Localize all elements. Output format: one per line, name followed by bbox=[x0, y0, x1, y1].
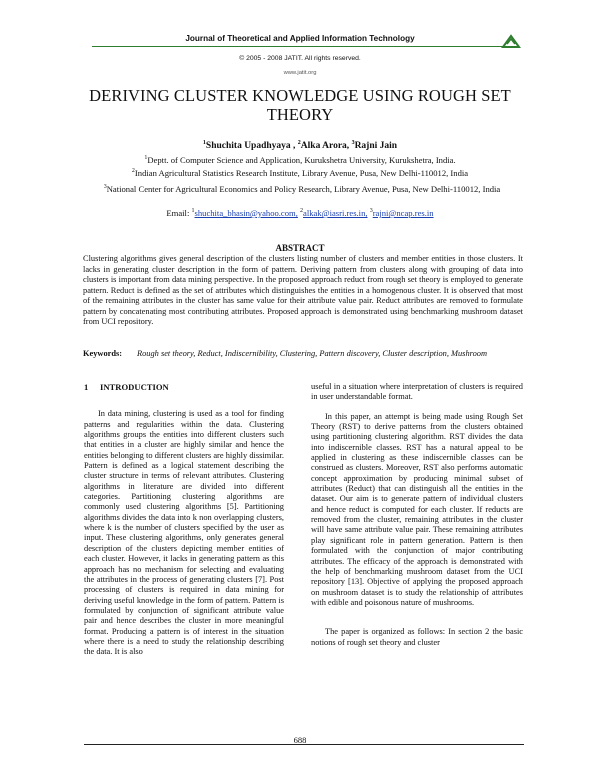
affiliation-1 bbox=[60, 155, 540, 165]
section-number: 1 bbox=[84, 382, 89, 392]
email-row bbox=[0, 208, 600, 218]
abstract-text: Clustering algorithms gives general description of the clusters listing number of clusters and member entities in those clusters. It lacks in generating cluster description in the form of pattern. Deriving pattern from clusters along with grouping of data into clusters is important from data mining perspective. In the proposed approach reduct from rough set theory is employed to generate pattern. Reduct is defined as the set of attributes which distinguishes the entities in a homogenous cluster. It is observed that most of the remaining attributes in the cluster has same value for their attribute value pair. Reduct attributes are removed to formulate pattern by concatenating most contributing attributes. Proposed approach is demonstrated using benchmarking mushroom dataset from UCI repository. bbox=[83, 254, 523, 326]
title-line-2: THEORY bbox=[266, 105, 334, 124]
keywords-label: Keywords: bbox=[83, 349, 123, 358]
affiliation-text: Indian Agricultural Statistics Research Institute, Library Avenue, Pusa, New Delhi-110012, India bbox=[134, 168, 469, 178]
author-name: Alka Arora, bbox=[300, 141, 350, 151]
author-sup: 2 bbox=[297, 139, 301, 146]
email-link-1[interactable]: shuchita_bhasin@yahoo.com, bbox=[194, 208, 298, 218]
abstract-heading: ABSTRACT bbox=[275, 243, 325, 253]
email-sup: 1 bbox=[191, 208, 195, 215]
footer-rule bbox=[84, 744, 524, 745]
keywords-text: Rough set theory, Reduct, Indiscernibility, Clustering, Pattern discovery, Cluster description, Mushroom bbox=[137, 349, 488, 358]
paper-title bbox=[60, 86, 540, 124]
journal-name: Journal of Theoretical and Applied Information Technology bbox=[185, 34, 415, 43]
intro-paragraph-2: In this paper, an attempt is being made using Rough Set Theory (RST) to derive patterns from the clusters obtained using partitioning clustering algorithm. RST divides the data into indiscernible classes. RST has a natural appeal to be applied in clustering as these indiscernible classes can be construed as clusters. Moreover, RST also performs automatic concept approximation by producing minimal subset of attributes (Reduct) that can distinguish all the entities in the dataset. Our aim is to generate pattern of individual clusters and hence reduct is computed for each cluster. If reducts are removed from the cluster, remaining attributes in the cluster will have same attribute value pair. These remaining attributes play significant role in pattern generation. Pattern is then formulated with the conjunction of major contributing attributes. The efficacy of the approach is demonstrated with the help of benchmarking mushroom dataset from the UCI repository [13]. Objective of applying the proposed approach on mushroom dataset is to study the relationship of attributes with edible and poisonous nature of mushrooms. bbox=[311, 411, 523, 607]
email-sup: 3 bbox=[369, 208, 373, 215]
author-sup: 3 bbox=[351, 139, 355, 146]
affiliation-text: Deptt. of Computer Science and Application, Kurukshetra University, Kurukshetra, India. bbox=[147, 155, 456, 165]
title-line-1: DERIVING CLUSTER KNOWLEDGE USING ROUGH SET bbox=[89, 86, 511, 105]
email-sup: 2 bbox=[300, 208, 304, 215]
section-heading bbox=[84, 382, 284, 392]
page-number: 688 bbox=[293, 735, 307, 745]
affiliation-3 bbox=[96, 184, 508, 194]
affiliation-sup: 2 bbox=[131, 168, 135, 175]
affiliation-sup: 3 bbox=[103, 184, 107, 191]
jatit-logo-icon bbox=[501, 33, 521, 51]
author-list bbox=[0, 141, 600, 151]
header-rule bbox=[92, 46, 512, 47]
intro-paragraph-1: In data mining, clustering is used as a tool for finding patterns and regularities within the data. Clustering algorithms groups the entities into different clusters such that entities in a cluster are highly similar and hence the entities belonging to different clusters are highly dissimilar. Pattern is defined as a logical statement describing the cluster structure in terms of relevant attributes. Clustering algorithms in literature are divided into different categories. Partitioning clustering algorithms are commonly used clustering algorithms [5]. Partitioning algorithms divides the data into k non overlapping clusters, where k is the number of clusters specified by the user as input. These clustering algorithms, only generates general description of the clusters depicting member entities of each cluster. However, it lacks in generating pattern as this approach has no mechanism for selecting and evaluating the attributes in the process of generating clusters [7]. Post processing of clusters is required in data mining for deriving useful knowledge in the form of pattern. Pattern is formulated by conjunction of significant attribute value pair and hence describes the cluster in more meaningful format. Producing a pattern is of interest in the situation where there is a need to study the relationship describing the data. It is also bbox=[84, 409, 284, 657]
section-title: INTRODUCTION bbox=[100, 382, 169, 392]
affiliation-2 bbox=[60, 168, 540, 178]
email-link-2[interactable]: alkak@iasri.res.in, bbox=[303, 208, 368, 218]
author-name: Shuchita Upadhyaya , bbox=[205, 141, 296, 151]
keywords bbox=[83, 349, 523, 360]
left-column bbox=[84, 382, 284, 658]
email-link-3[interactable]: rajni@ncap.res.in bbox=[372, 208, 434, 218]
intro-paragraph-continued: useful in a situation where interpretation of clusters is required in user understandable format. bbox=[311, 382, 523, 402]
journal-url[interactable]: www.jatit.org bbox=[283, 70, 317, 76]
author-name: Rajni Jain bbox=[354, 141, 398, 151]
copyright-line: © 2005 - 2008 JATIT. All rights reserved. bbox=[239, 55, 361, 62]
right-column bbox=[311, 382, 523, 648]
affiliation-sup: 1 bbox=[144, 155, 148, 162]
affiliation-text: National Center for Agricultural Economics and Policy Research, Library Avenue, Pusa, New Delhi-110012, India bbox=[106, 184, 501, 194]
email-label: Email: bbox=[166, 208, 190, 218]
author-sup: 1 bbox=[202, 139, 206, 146]
intro-paragraph-3: The paper is organized as follows: In section 2 the basic notions of rough set theory and cluster bbox=[311, 627, 523, 647]
